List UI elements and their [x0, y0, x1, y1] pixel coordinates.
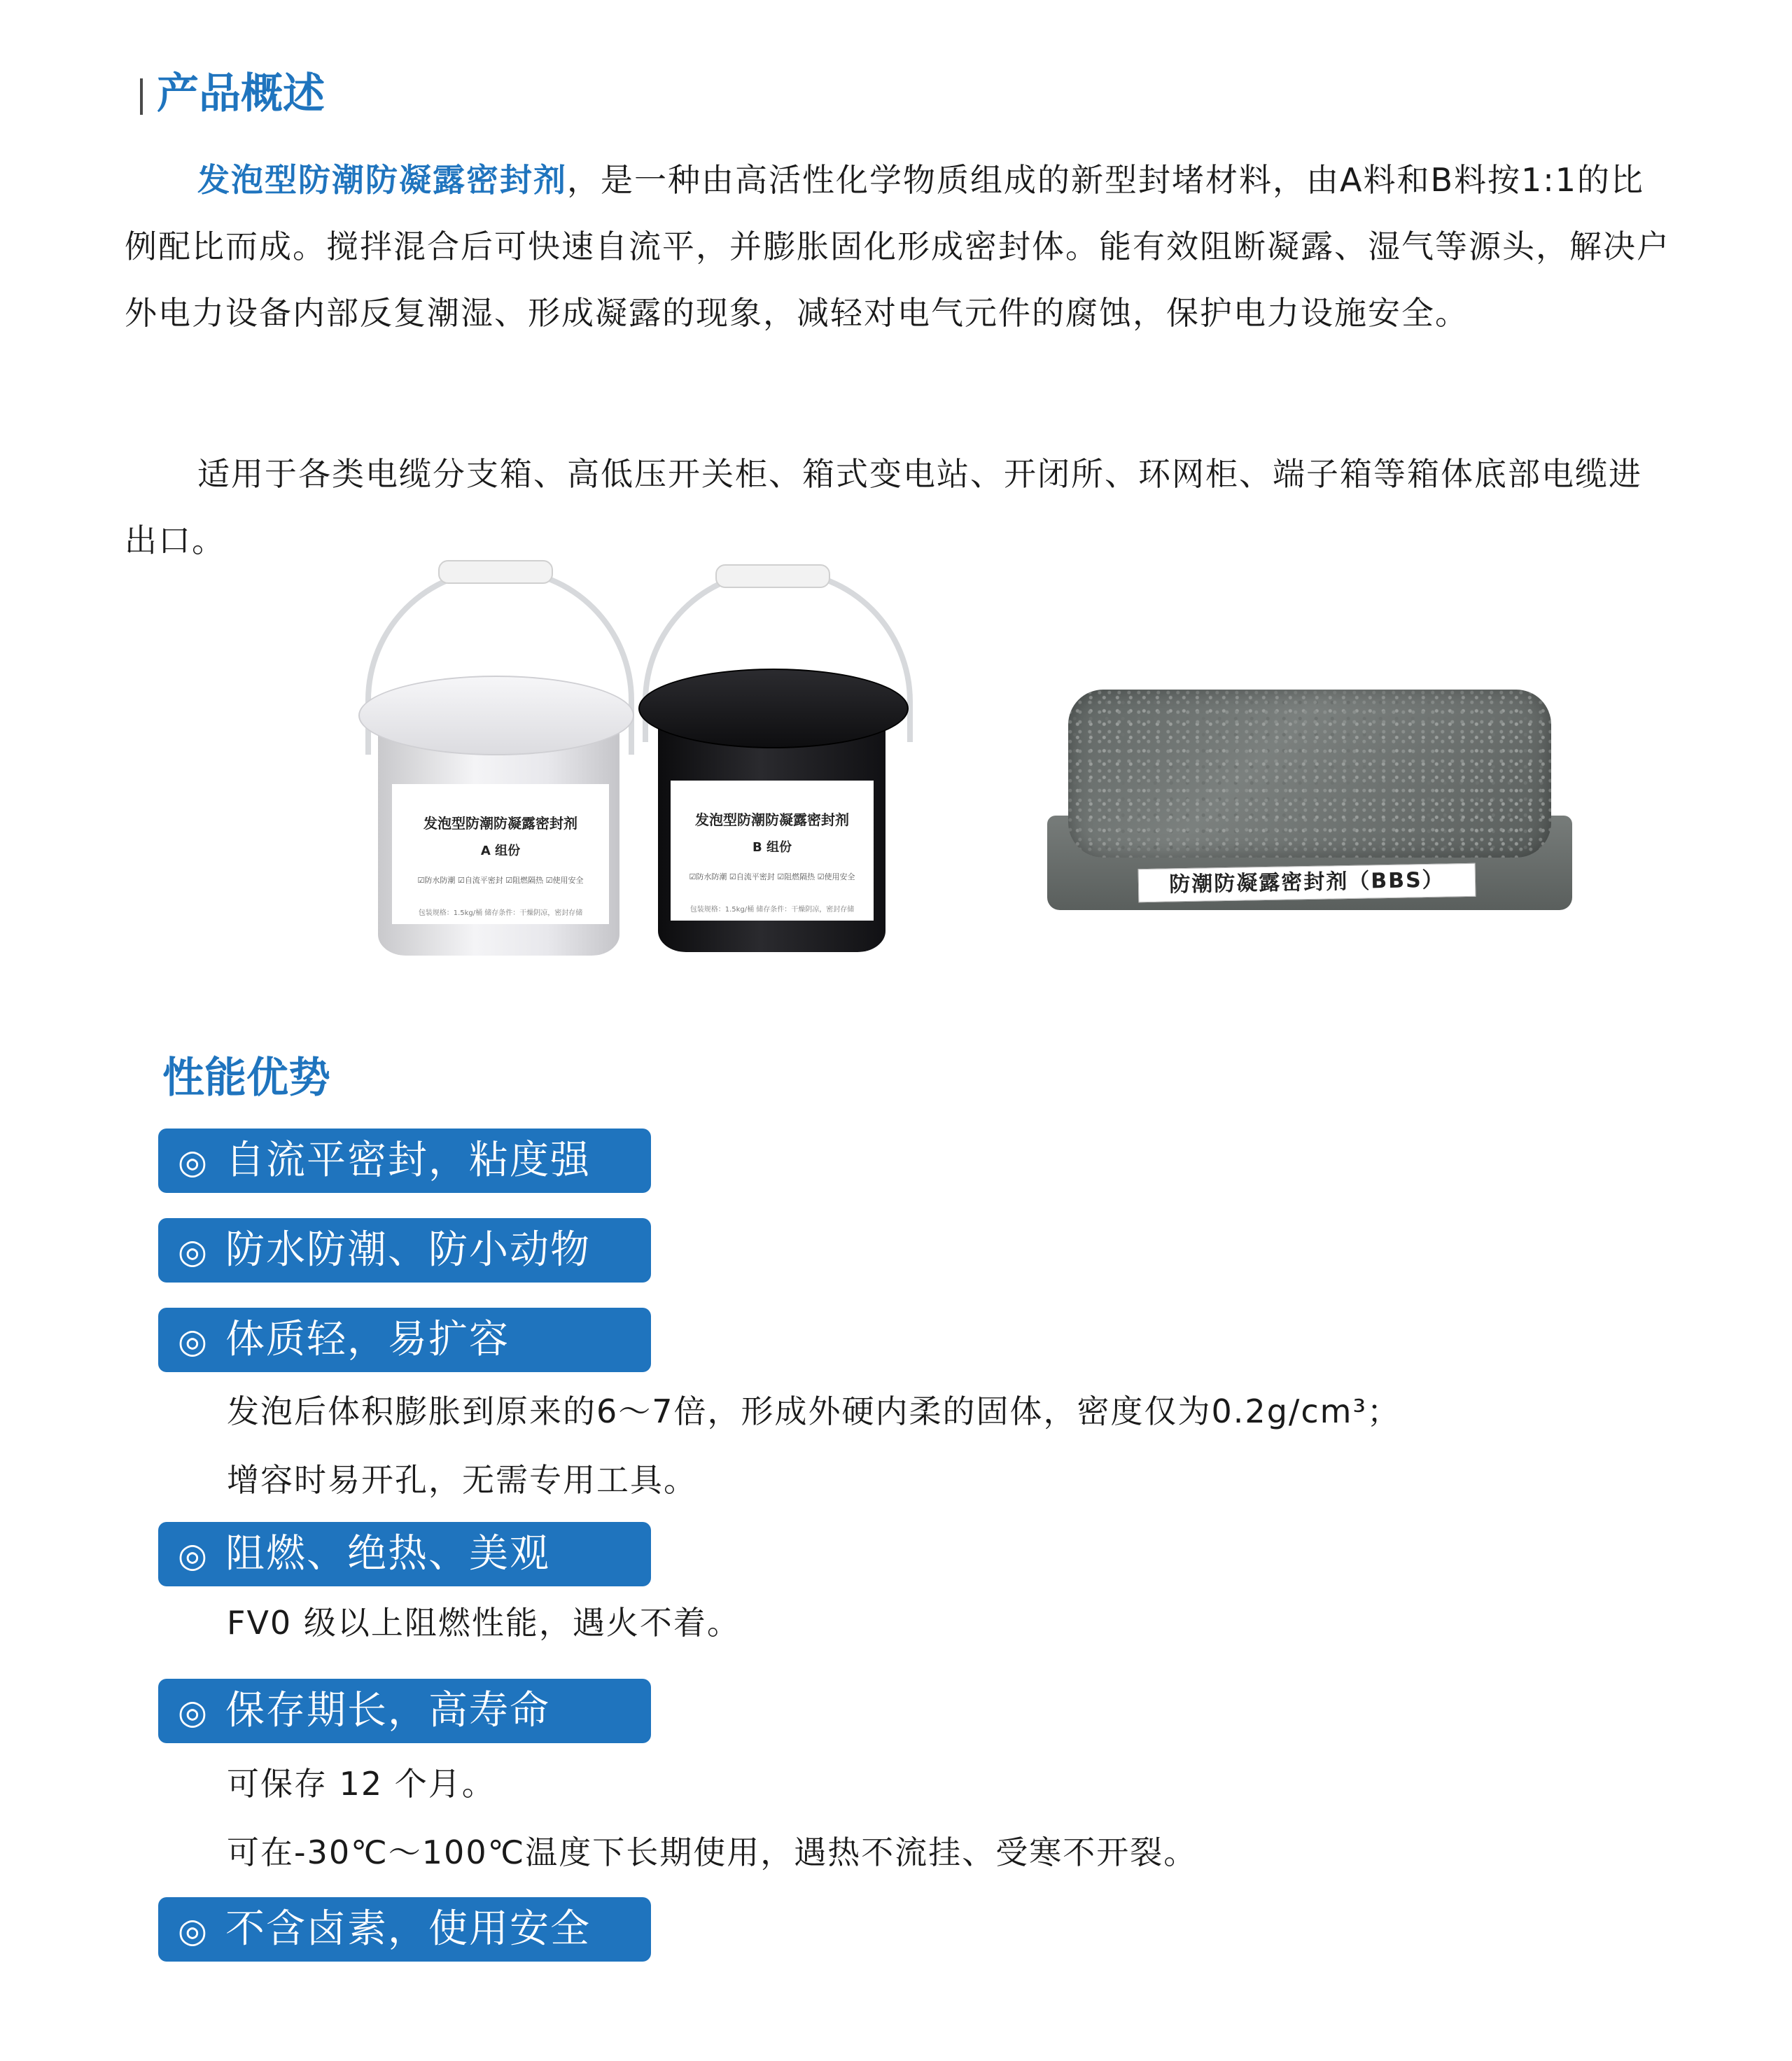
advantage-item-6-label: 不含卤素，使用安全	[225, 1906, 591, 1952]
advantage-item-3	[158, 1308, 651, 1372]
bucket-a-label-part: A 组份	[480, 844, 521, 858]
double-circle-icon: ◎	[178, 1536, 209, 1575]
bucket-b-label-part: B 组份	[752, 840, 792, 855]
double-circle-icon: ◎	[178, 1693, 209, 1732]
overview-title: 产品概述	[157, 69, 325, 118]
advantage-item-3-detail-2: 增容时易开孔，无需专用工具。	[227, 1461, 697, 1499]
bucket-a-label	[392, 784, 609, 924]
bucket-a-label-title: 发泡型防潮防凝露密封剂	[424, 815, 578, 832]
advantage-item-4-label: 阻燃、绝热、美观	[225, 1531, 550, 1577]
bucket-a-label-footer: 包装规格：1.5kg/桶 储存条件：干燥阴凉，密封存储	[418, 909, 583, 917]
advantage-item-6	[158, 1897, 651, 1962]
advantage-item-1-label: 自流平密封，粘度强	[225, 1138, 591, 1183]
overview-paragraph-1-text: ，是一种由高活性化学物质组成的新型封堵材料，由A料和B料按1:1的比例配比而成。搅拌混合后可快速自流平，并膨胀固化形成密封体。能有效阻断凝露、湿气等源头，解决户外电力设备内部反复潮湿、形成凝露的现象，减轻对电气元件的腐蚀，保护电力设施安全。	[125, 161, 1670, 332]
bucket-b-lid	[638, 669, 909, 748]
bucket-a-grip	[438, 560, 553, 584]
advantage-item-5-detail-2: 可在-30℃～100℃温度下长期使用，遇热不流挂、受寒不开裂。	[227, 1833, 1198, 1871]
advantage-item-2-label: 防水防潮、防小动物	[225, 1227, 591, 1273]
advantage-item-1	[158, 1129, 651, 1193]
advantage-item-5	[158, 1679, 651, 1743]
product-image-area	[0, 0, 1792, 994]
advantage-item-5-label: 保存期长，高寿命	[225, 1688, 550, 1733]
advantage-item-3-label: 体质轻，易扩容	[225, 1317, 510, 1362]
bucket-b-label	[671, 781, 874, 921]
advantage-item-5-detail-1: 可保存 12 个月。	[227, 1765, 496, 1803]
bucket-b-label-title: 发泡型防潮防凝露密封剂	[695, 811, 849, 828]
double-circle-icon: ◎	[178, 1232, 209, 1271]
product-name: 发泡型防潮防凝露密封剂	[197, 161, 567, 199]
overview-paragraph-2: 适用于各类电缆分支箱、高低压开关柜、箱式变电站、开闭所、环网柜、端子箱等箱体底部电缆进出口。	[125, 455, 1642, 559]
cured-block-top	[1068, 690, 1551, 858]
advantages-title: 性能优势	[162, 1054, 330, 1103]
cured-block-image	[1047, 690, 1572, 921]
double-circle-icon: ◎	[178, 1911, 209, 1950]
advantage-item-4	[158, 1522, 651, 1586]
bucket-b-grip	[715, 564, 830, 588]
advantage-item-2	[158, 1218, 651, 1283]
cured-block-label: 防潮防凝露密封剂（BBS）	[1138, 863, 1476, 902]
bucket-b-label-features: ☑防水防潮 ☑自流平密封 ☑阻燃隔热 ☑使用安全	[689, 872, 855, 881]
bucket-b-label-footer: 包装规格：1.5kg/桶 储存条件：干燥阴凉，密封存储	[690, 906, 855, 914]
bucket-a-label-features: ☑防水防潮 ☑自流平密封 ☑阻燃隔热 ☑使用安全	[417, 876, 584, 885]
double-circle-icon: ◎	[178, 1143, 209, 1182]
double-circle-icon: ◎	[178, 1322, 209, 1361]
bucket-a-lid	[358, 676, 634, 755]
advantage-item-3-detail-1: 发泡后体积膨胀到原来的6～7倍，形成外硬内柔的固体，密度仅为0.2g/cm³；	[227, 1392, 1401, 1430]
advantage-item-4-detail-1: FV0 级以上阻燃性能，遇火不着。	[227, 1604, 741, 1642]
